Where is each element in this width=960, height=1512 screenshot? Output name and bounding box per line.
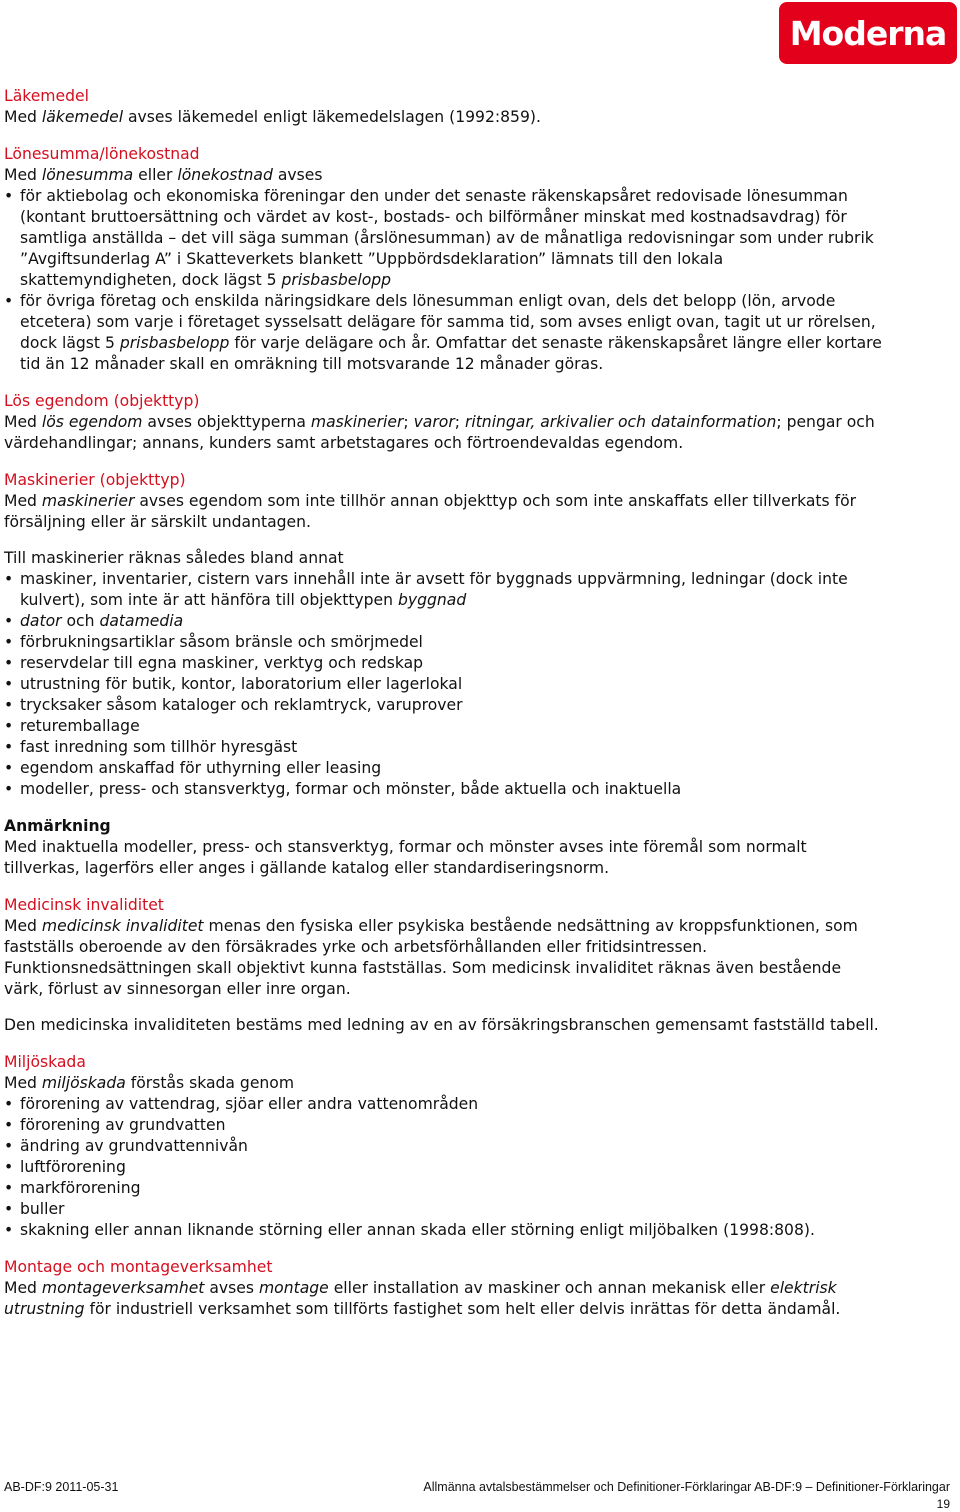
montage-definition — [4, 1278, 884, 1320]
section-maskinerier — [4, 470, 884, 800]
list-item: • förbrukningsartiklar såsom bränsle och smörjmedel — [4, 632, 884, 653]
list-item — [4, 611, 884, 632]
medicinsk-definition — [4, 916, 884, 1000]
list-item — [4, 569, 884, 611]
heading-lonesumma: Lönesumma/lönekostnad — [4, 145, 200, 163]
term: miljöskada — [41, 1074, 126, 1092]
text: och — [61, 612, 100, 630]
section-anmarkning — [4, 816, 884, 879]
text: Med — [4, 492, 42, 510]
term: maskinerier — [41, 492, 135, 510]
term: lös egendom — [41, 413, 143, 431]
medicinsk-tabell-text: Den medicinska invaliditeten bestäms med ledning av en av försäkringsbranschen gemensamt fastställd tabell. — [4, 1016, 879, 1034]
text: Med — [4, 1279, 42, 1297]
term: byggnad — [398, 591, 467, 609]
section-los-egendom — [4, 391, 884, 454]
lakemedel-definition — [4, 107, 884, 128]
text: Med — [4, 166, 42, 184]
section-lakemedel — [4, 86, 884, 128]
list-item — [4, 291, 884, 375]
los-egendom-definition — [4, 412, 884, 454]
maskinerier-definition — [4, 491, 884, 533]
heading-miljoskada: Miljöskada — [4, 1053, 86, 1071]
list-item: • egendom anskaffad för uthyrning eller leasing — [4, 758, 884, 779]
list-item: • förorening av grundvatten — [4, 1115, 884, 1136]
term: lönesumma — [41, 166, 134, 184]
text: eller installation av maskiner och annan mekanisk eller — [328, 1279, 771, 1297]
text: Med — [4, 413, 42, 431]
lonesumma-intro — [4, 165, 884, 186]
section-miljoskada — [4, 1052, 884, 1241]
text: avses läkemedel enligt läkemedelslagen (1992:859). — [123, 108, 541, 126]
term: ritningar, arkivalier och datainformation — [464, 413, 777, 431]
term: läkemedel — [41, 108, 124, 126]
list-item: • luftförorening — [4, 1157, 884, 1178]
list-item: • modeller, press- och stansverktyg, formar och mönster, både aktuella och inaktuella — [4, 779, 884, 800]
term: datamedia — [99, 612, 184, 630]
text: Med — [4, 917, 42, 935]
text: Med — [4, 1074, 42, 1092]
section-medicinsk-invaliditet — [4, 895, 884, 1036]
term: lönekostnad — [177, 166, 273, 184]
text: ; — [403, 413, 414, 431]
section-lonesumma — [4, 144, 884, 375]
text: för aktiebolag och ekonomiska föreningar den under det senaste räkenskapsåret redovisade lönesumman (kontant bruttoersättning och värdet av kost-, bostads- och bilförmåner minskat med kostnadsavdrag) för samtliga anställda – det vill säga summan (årslönesumman) av de månatliga redovisningar som under rubrik ”Avgiftsunderlag A” i Skatteverkets blankett ”Uppbördsdeklaration” lämnats till den lokala skattemyndigheten, dock lägst 5 — [20, 187, 874, 289]
text: ; — [454, 413, 465, 431]
footer-document-title: Allmänna avtalsbestämmelser och Definitioner-Förklaringar AB-DF:9 – Definitioner-Förklaringar — [423, 1480, 950, 1494]
text: avses objekttyperna — [142, 413, 311, 431]
miljoskada-intro — [4, 1073, 884, 1094]
anmarkning-text: Med inaktuella modeller, press- och stansverktyg, formar och mönster avses inte föremål som normalt tillverkas, lagerförs eller anges i gällande katalog eller standardiseringsnorm. — [4, 838, 807, 877]
text: avses egendom som inte tillhör annan objekttyp och som inte anskaffats eller tillverkats för försäljning eller är särskilt undantagen. — [4, 492, 857, 531]
text: avses — [204, 1279, 259, 1297]
list-item: • förorening av vattendrag, sjöar eller andra vattenområden — [4, 1094, 884, 1115]
text: avses — [272, 166, 323, 184]
lonesumma-list — [4, 186, 884, 375]
text: Med — [4, 108, 42, 126]
footer-document-id: AB-DF:9 2011-05-31 — [4, 1480, 119, 1494]
maskinerier-list — [4, 569, 884, 800]
text: för varje delägare och år. Omfattar det senaste räkenskapsåret längre eller kortare tid än 12 månader skall en omräkning till motsvarande 12 månader göras. — [20, 334, 882, 373]
text: för industriell verksamhet som tillförts fastighet som helt eller delvis inrättas för detta ändamål. — [84, 1300, 841, 1318]
list-item: • utrustning för butik, kontor, laboratorium eller lagerlokal — [4, 674, 884, 695]
list-item: • reservdelar till egna maskiner, verktyg och redskap — [4, 653, 884, 674]
document-body — [4, 86, 884, 1336]
list-item: • buller — [4, 1199, 884, 1220]
text: för övriga företag och enskilda näringsidkare dels lönesumman enligt ovan, dels det belopp (lön, arvode etcetera) som varje i företaget sysselsatt delägare för samma tid, som avses enligt ovan, tagit ut ur rörelsen, dock lägst 5 — [20, 292, 876, 352]
term: prisbasbelopp — [119, 334, 230, 352]
text: ; pengar och värdehandlingar; annans, kunders samt arbetstagares och förtroendevaldas egendom. — [4, 413, 875, 452]
heading-lakemedel: Läkemedel — [4, 87, 89, 105]
heading-medicinsk-invaliditet: Medicinsk invaliditet — [4, 896, 164, 914]
term: maskinerier — [310, 413, 404, 431]
list-item: • ändring av grundvattennivån — [4, 1136, 884, 1157]
text: maskiner, inventarier, cistern vars innehåll inte är avsett för byggnads uppvärmning, ledningar (dock inte kulvert), som inte är att hänföra till objekttypen — [20, 570, 848, 609]
list-item: • fast inredning som tillhör hyresgäst — [4, 737, 884, 758]
list-item: • returemballage — [4, 716, 884, 737]
list-item — [4, 186, 884, 291]
miljoskada-list — [4, 1094, 884, 1241]
term: montage — [258, 1279, 329, 1297]
heading-maskinerier: Maskinerier (objekttyp) — [4, 471, 186, 489]
logo-text: Moderna — [789, 13, 947, 53]
term: elektrisk utrustning — [4, 1279, 837, 1318]
list-item: • skakning eller annan liknande störning eller annan skada eller störning enligt miljöbalken (1998:808). — [4, 1220, 884, 1241]
text: menas den fysiska eller psykiska bestående nedsättning av kroppsfunktionen, som fastställs oberoende av den försäkrades yrke och arbetsförhållanden eller fritidsintressen. Funktionsnedsättningen skall objektivt kunna fastställas. Som medicinsk invaliditet räknas även bestående värk, förlust av sinnesorgan eller inre organ. — [4, 917, 858, 998]
list-item: • markförorening — [4, 1178, 884, 1199]
term: dator — [20, 612, 62, 630]
term: montageverksamhet — [41, 1279, 205, 1297]
list-item: • trycksaker såsom kataloger och reklamtryck, varuprover — [4, 695, 884, 716]
heading-montage: Montage och montageverksamhet — [4, 1258, 273, 1276]
heading-los-egendom: Lös egendom (objekttyp) — [4, 392, 200, 410]
page-number: 19 — [936, 1497, 950, 1511]
section-montage — [4, 1257, 884, 1320]
text: förstås skada genom — [125, 1074, 295, 1092]
moderna-logo — [779, 2, 957, 64]
term: medicinsk invaliditet — [41, 917, 204, 935]
text: eller — [133, 166, 178, 184]
heading-anmarkning: Anmärkning — [4, 817, 111, 835]
maskinerier-intro: Till maskinerier räknas således bland annat — [4, 549, 344, 567]
term: prisbasbelopp — [281, 271, 392, 289]
term: varor — [413, 413, 455, 431]
